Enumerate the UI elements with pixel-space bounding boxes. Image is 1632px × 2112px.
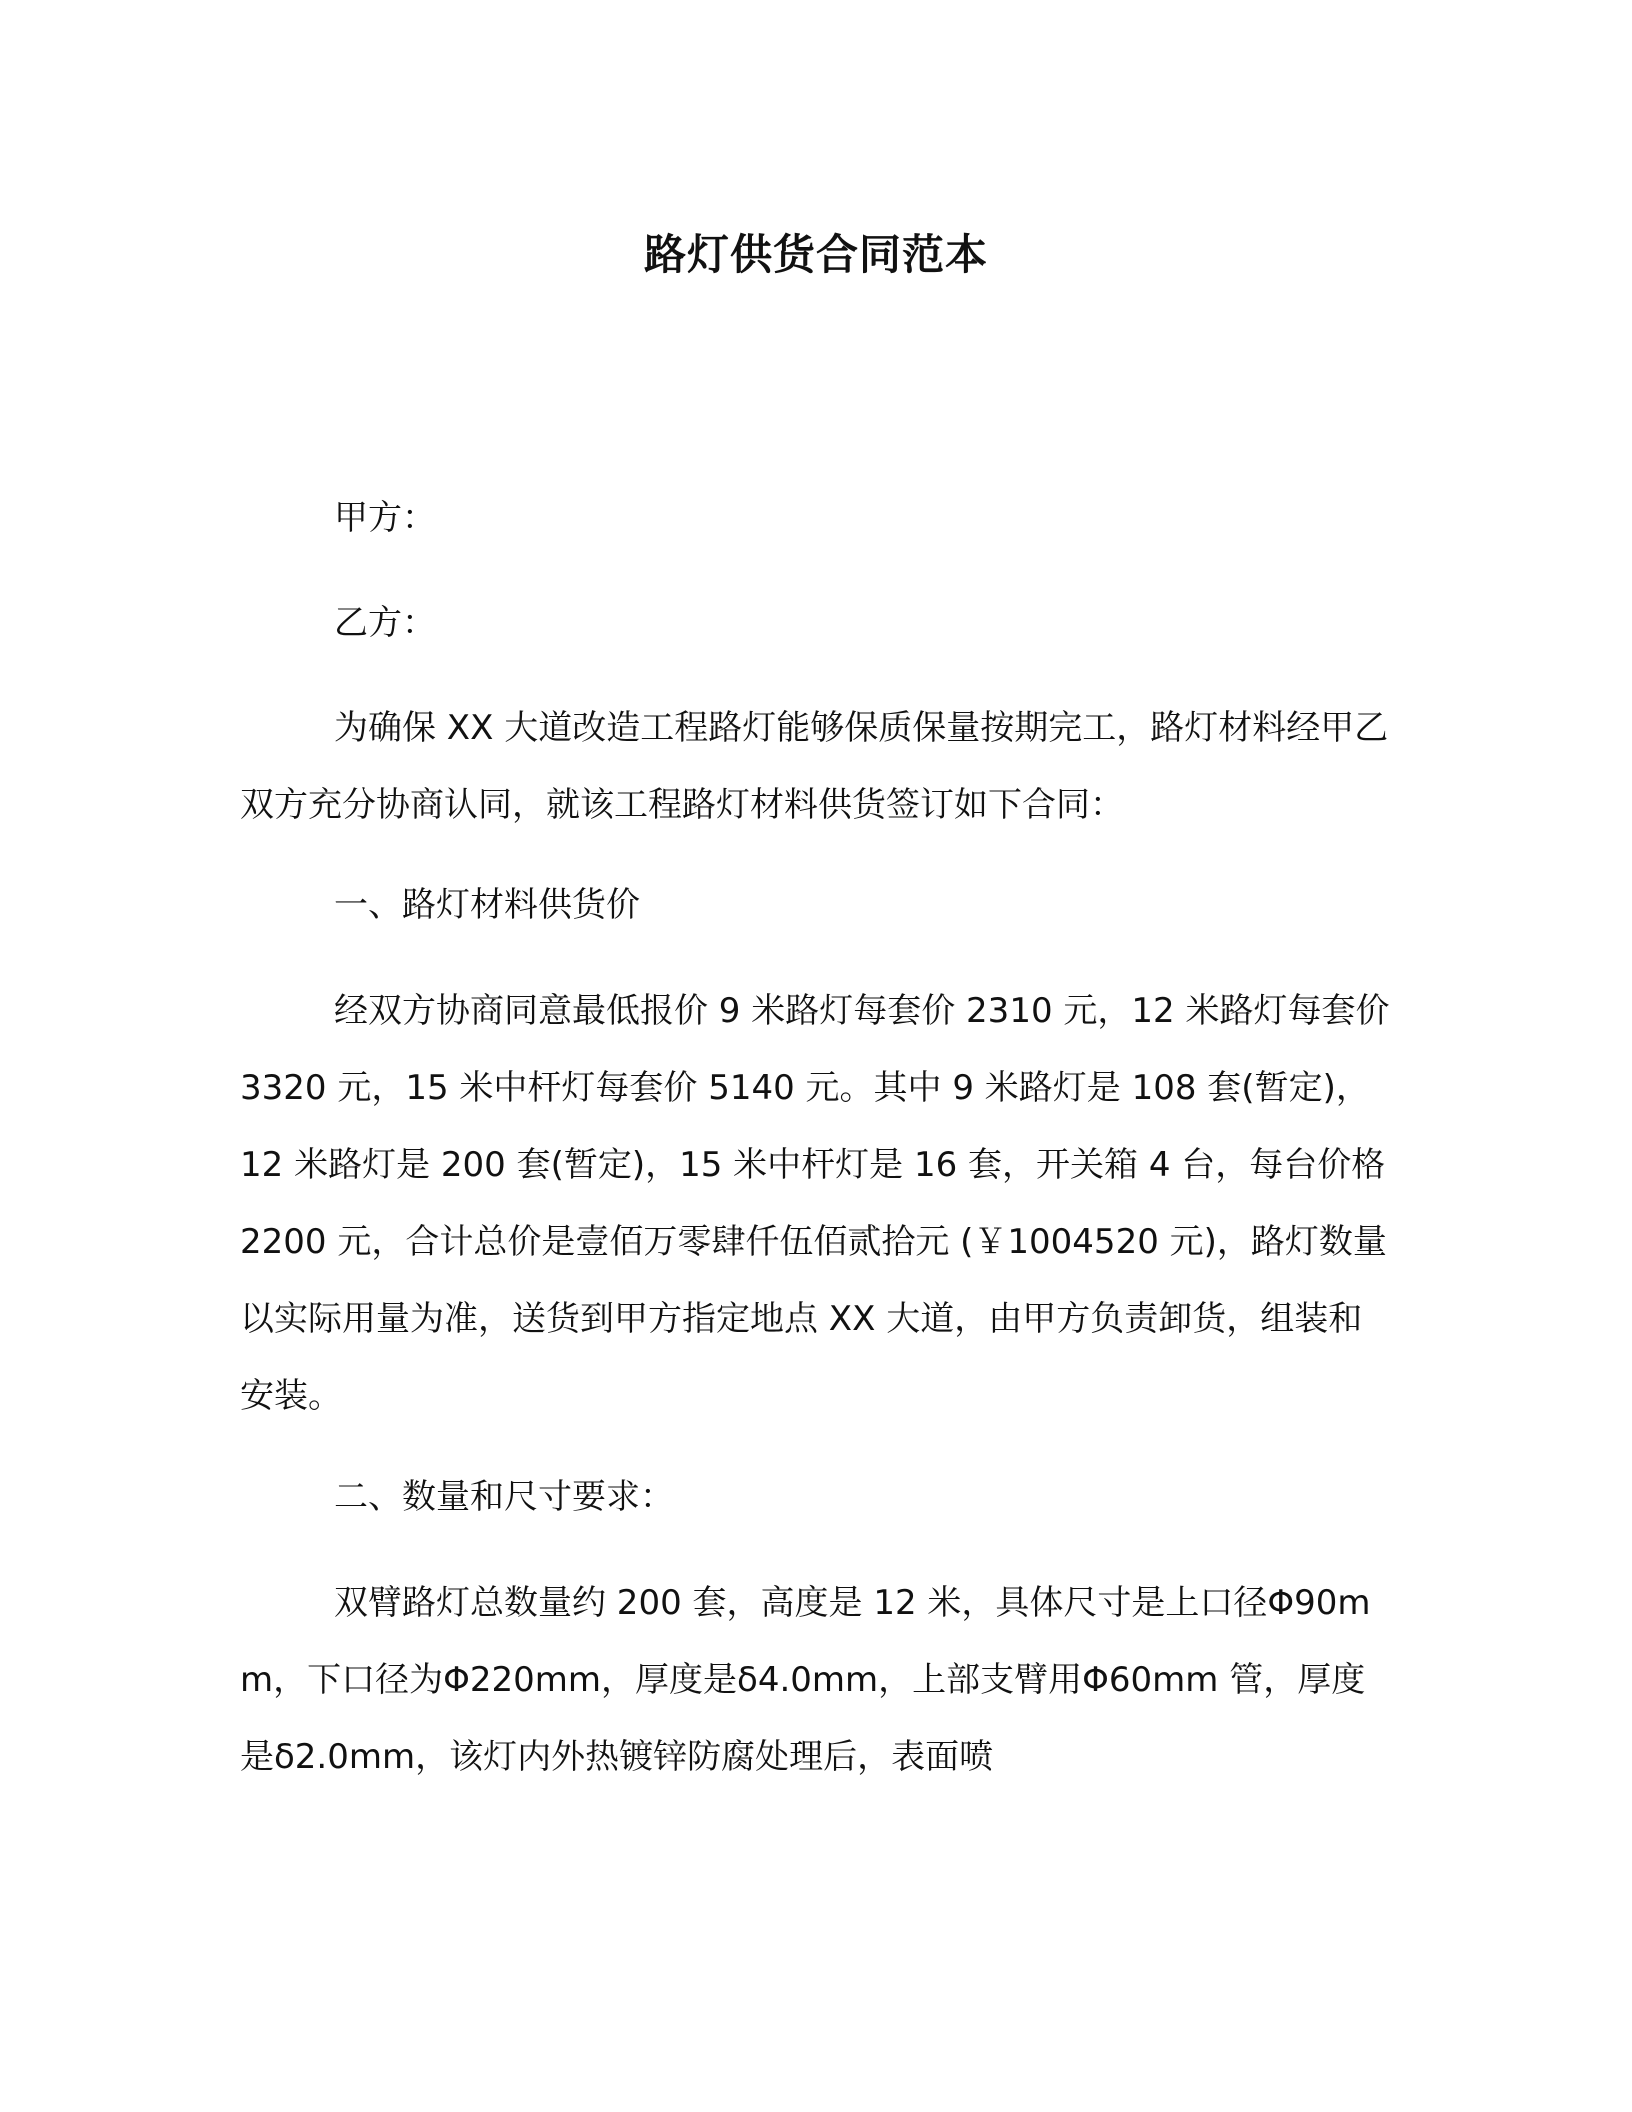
intro-paragraph: 为确保 XX 大道改造工程路灯能够保质保量按期完工，路灯材料经甲乙双方充分协商认同，就该工程路灯材料供货签订如下合同：	[240, 708, 1389, 825]
party-a-label: 甲方：	[334, 498, 436, 538]
party-b-label: 乙方：	[334, 603, 436, 643]
section-1-heading: 一、路灯材料供货价	[334, 885, 640, 925]
section-1-body: 经双方协商同意最低报价 9 米路灯每套价 2310 元，12 米路灯每套价 3320 元，15 米中杆灯每套价 5140 元。其中 9 米路灯是 108 套(暂定)，12 米路灯是 200 套(暂定)，15 米中杆灯是 16 套，开关箱 4 台，每台价格 2200 元，合计总价是壹佰万零肆仟伍佰贰拾元 (￥1004520 元)，路灯数量以实际用量为准，送货到甲方指定地点 XX 大道，由甲方负责卸货，组装和安装。	[240, 991, 1390, 1416]
section-2-body: 双臂路灯总数量约 200 套，高度是 12 米，具体尺寸是上口径Φ90mm，下口径为Φ220mm，厚度是δ4.0mm，上部支臂用Φ60mm 管，厚度是δ2.0mm，该灯内外热镀锌防腐处理后，表面喷	[240, 1583, 1371, 1777]
section-2-heading: 二、数量和尺寸要求：	[334, 1477, 674, 1517]
document-title: 路灯供货合同范本	[643, 230, 988, 279]
